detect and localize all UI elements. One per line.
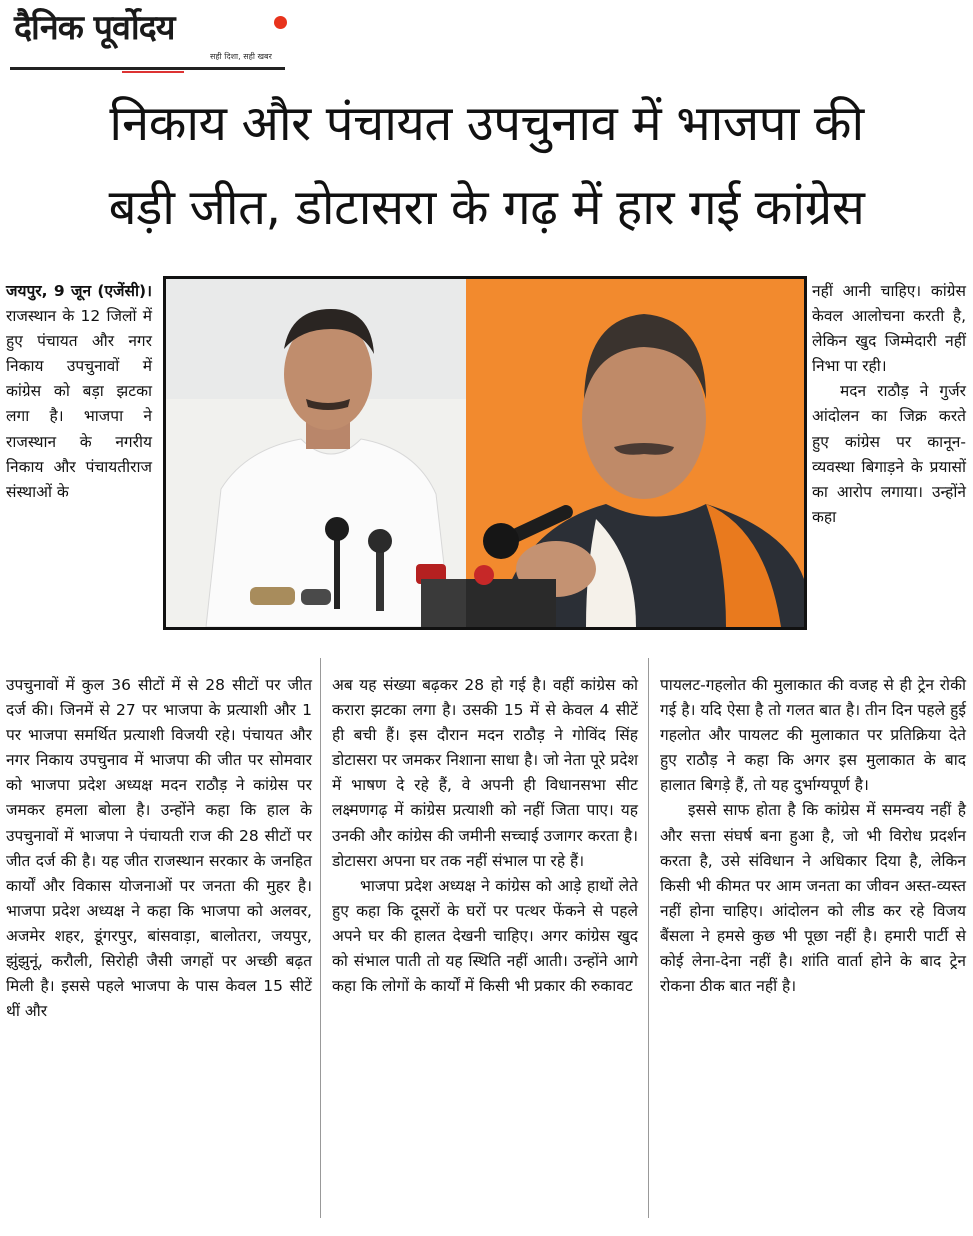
news-photo <box>163 276 807 630</box>
dateline: जयपुर, 9 जून (एजेंसी)। <box>6 282 152 300</box>
article-column-3 <box>660 673 966 999</box>
article-lead: राजस्थान के 12 जिलों में हुए पंचायत और नगर निकाय उपचुनावों में कांग्रेस को बड़ा झटका लगा है। भाजपा ने राजस्थान के नगरीय निकाय और पंचायतीराज संस्थाओं के <box>6 307 152 501</box>
masthead <box>10 6 285 72</box>
logo-dot-icon <box>274 16 287 29</box>
masthead-rule <box>10 67 285 70</box>
column-2-paragraph-1: अब यह संख्या बढ़कर 28 हो गई है। वहीं कांग्रेस को करारा झटका लगा है। उसकी 15 में से केवल 4 सीटें ही बची हैं। इस दौरान मदन राठौड़ ने गोविंद सिंह डोटासरा पर जमकर निशाना साधा है। जो नेता पूरे प्रदेश में भाषण दे रहे हैं, वे अपनी ही विधानसभा सीट लक्ष्मणगढ़ में कांग्रेस प्रत्याशी को नहीं जिता पाए। यह उनकी और कांग्रेस की जमीनी सच्चाई उजागर करता है। डोटासरा अपना घर तक नहीं संभाल पा रहे हैं। <box>332 676 638 870</box>
masthead-accent-rule <box>122 71 184 73</box>
right-paragraph-2: मदन राठौड़ ने गुर्जर आंदोलन का जिक्र करते हुए कांग्रेस पर कानून-व्यवस्था बिगाड़ने के प्रयासों का आरोप लगाया। उन्होंने कहा <box>812 382 966 526</box>
column-divider-2 <box>648 658 649 1218</box>
headline-line-2: बड़ी जीत, डोटासरा के गढ़ में हार गई कांग्रेस <box>108 179 865 236</box>
newspaper-name: दैनिक पूर्वोदय <box>14 8 175 48</box>
headline-line-1: निकाय और पंचायत उपचुनाव में भाजपा की <box>109 95 864 152</box>
headline <box>20 82 953 250</box>
news-photo-illustration <box>166 279 804 627</box>
column-3-paragraph-1: पायलट-गहलोत की मुलाकात की वजह से ही ट्रेन रोकी गई है। यदि ऐसा है तो गलत बात है। तीन दिन पहले हुई गहलोत और पायलट की मुलाकात पर प्रतिक्रिया देते हुए राठौड़ ने कहा कि अगर इस मुलाकात के बाद हालात बिगड़े हैं, तो यह दुर्भाग्यपूर्ण है। <box>660 676 966 795</box>
article-column-1 <box>6 673 312 1024</box>
article-column-2 <box>332 673 638 999</box>
article-right-narrow <box>812 279 966 530</box>
newspaper-tagline: सही दिशा, सही खबर <box>210 52 272 61</box>
column-3-paragraph-2: इससे साफ होता है कि कांग्रेस में समन्वय नहीं है और सत्ता संघर्ष बना हुआ है, जो भी विरोध प्रदर्शन करता है, उसे संविधान ने अधिकार दिया है, लेकिन किसी भी कीमत पर आम जनता का जीवन अस्त-व्यस्त नहीं होना चाहिए। आंदोलन को लीड कर रहे विजय बैंसला ने हमसे कुछ भी पूछा नहीं है। हमारी पार्टी से कोई लेना-देना नहीं है। शांति वार्ता होने के बाद ट्रेन रोकना ठीक बात नहीं है। <box>660 801 966 996</box>
column-divider-1 <box>320 658 321 1218</box>
article-left-narrow <box>6 279 152 505</box>
column-1-text: उपचुनावों में कुल 36 सीटों में से 28 सीटों पर जीत दर्ज की। जिनमें से 27 पर भाजपा के प्रत्याशी और 1 पर भाजपा समर्थित प्रत्याशी विजयी रहे। पंचायत और नगर निकाय उपचुनाव में भाजपा की जीत पर सोमवार को भाजपा प्रदेश अध्यक्ष मदन राठौड़ ने कांग्रेस पर जमकर हमला बोला है। उन्होंने कहा कि हाल के उपचुनावों में भाजपा ने पंचायती राज की 28 सीटों पर जीत दर्ज की है। यह जीत राजस्थान सरकार के जनहित कार्यों और विकास योजनाओं पर जनता की मुहर है। भाजपा प्रदेश अध्यक्ष ने कहा कि भाजपा को अलवर, अजमेर शहर, डूंगरपुर, बांसवाड़ा, बालोतरा, जयपुर, झुंझुनूं, करौली, सिरोही जैसी जगहों पर अच्छी बढ़त मिली है। इससे पहले भाजपा के पास केवल 15 सीटें थीं और <box>6 676 312 1021</box>
column-2-paragraph-2: भाजपा प्रदेश अध्यक्ष ने कांग्रेस को आड़े हाथों लेते हुए कहा कि दूसरों के घरों पर पत्थर फेंकने से पहले अपने घर की हालत देखनी चाहिए। अगर कांग्रेस खुद को संभाल पाती तो यह स्थिति नहीं आती। उन्होंने आगे कहा कि लोगों के कार्यों में किसी भी प्रकार की रुकावट <box>332 876 638 996</box>
right-paragraph-1: नहीं आनी चाहिए। कांग्रेस केवल आलोचना करती है, लेकिन खुद जिम्मेदारी नहीं निभा पा रही। <box>812 282 966 376</box>
